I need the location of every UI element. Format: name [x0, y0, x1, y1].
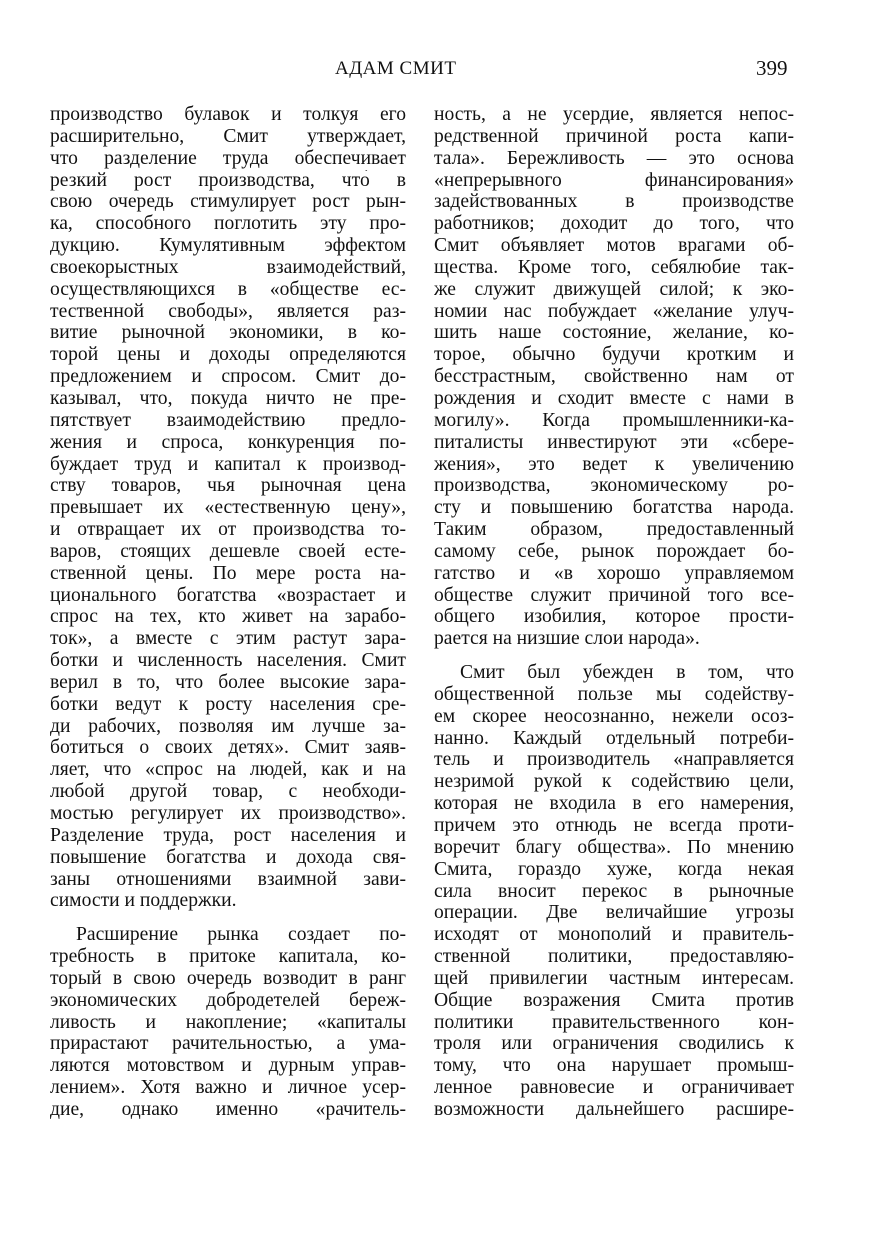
paragraph — [50, 104, 406, 912]
text-line: исходят от монополий и правитель- — [434, 924, 794, 946]
text-line: шить наше состояние, желание, ко- — [434, 322, 794, 344]
text-line: тому, что она нарушает промыш- — [434, 1055, 794, 1077]
paragraph — [434, 662, 794, 1121]
text-line: щества. Кроме того, себялюбие так- — [434, 256, 794, 278]
text-line: общего изобилия, которое прости- — [434, 606, 794, 628]
text-line: общественной пользе мы содейству- — [434, 683, 794, 705]
text-line: свою очередь стимулирует рост рын- — [50, 191, 406, 213]
text-line: ляет, что «спрос на людей, как и на — [50, 759, 406, 781]
text-line: операции. Две величайшие угрозы — [434, 902, 794, 924]
text-line: ность, а не усердие, является непос- — [434, 104, 794, 125]
text-line: ботки и численность населения. Смит — [50, 650, 406, 672]
text-line: буждает труд и капитал к производ- — [50, 453, 406, 475]
text-line: повышение богатства и дохода свя- — [50, 846, 406, 868]
text-line: ем скорее неосознанно, нежели осоз- — [434, 705, 794, 727]
text-line: задействованных в производстве — [434, 191, 794, 213]
right-column — [434, 104, 794, 1121]
text-line: ционального богатства «возрастает и — [50, 584, 406, 606]
text-line: осуществляющихся в «обществе ес- — [50, 278, 406, 300]
text-line: Расширение рынка создает по- — [76, 924, 406, 946]
text-line: что разделение труда обеспечивает — [50, 147, 406, 169]
text-line: расширительно, Смит утверждает, — [50, 125, 406, 147]
text-line: возможности дальнейшего расшире- — [434, 1098, 794, 1120]
text-line: ству товаров, чья рыночная цена — [50, 475, 406, 497]
text-line: гатство и «в хорошо управляемом — [434, 562, 794, 584]
text-line: которая не входила в его намерения, — [434, 793, 794, 815]
text-line: спрос на тех, кто живет на зарабо- — [50, 606, 406, 628]
text-line: превышает их «естественную цену», — [50, 497, 406, 519]
text-line: щей привилегии частным интересам. — [434, 967, 794, 989]
text-line: «непрерывного финансирования» — [434, 169, 794, 191]
text-line: же служит движущей силой; к эко- — [434, 278, 794, 300]
text-line: ди рабочих, позволяя им лучше за- — [50, 715, 406, 737]
text-line: Смит объявляет мотов врагами об- — [434, 235, 794, 257]
text-line: ленное равновесие и ограничивает — [434, 1077, 794, 1099]
text-line: незримой рукой к содействию цели, — [434, 771, 794, 793]
text-line: Общие возражения Смита против — [434, 989, 794, 1011]
text-line: лением». Хотя важно и личное усер- — [50, 1077, 406, 1099]
text-line: работников; доходит до того, что — [434, 213, 794, 235]
text-line: причем это отнюдь не всегда проти- — [434, 815, 794, 836]
text-line: политики правительственного кон- — [434, 1011, 794, 1033]
text-line: Таким образом, предоставленный — [434, 519, 794, 541]
text-line: торой цены и доходы определяются — [50, 344, 406, 366]
text-line: ка, способного поглотить эту про- — [50, 213, 406, 235]
text-line: самому себе, рынок порождает бо- — [434, 540, 794, 562]
running-title: АДАМ СМИТ — [335, 58, 457, 79]
text-line: любой другой товар, с необходи- — [50, 781, 406, 803]
text-line: производства, экономическому ро- — [434, 475, 794, 497]
text-line: предложением и спросом. Смит до- — [50, 366, 406, 388]
text-line: торое, обычно будучи кротким и — [434, 344, 794, 366]
text-line: сту и повышению богатства народа. — [434, 497, 794, 519]
text-line: троля или ограничения сводились к — [434, 1033, 794, 1055]
text-line: пятствует взаимодействию предло- — [50, 409, 406, 431]
text-line: Разделение труда, рост населения и — [50, 824, 406, 846]
text-line: рождения и сходит вместе с нами в — [434, 387, 794, 409]
text-line: симости и поддержки. — [50, 890, 237, 912]
text-line: рается на низшие слои народа». — [434, 628, 700, 650]
text-line: тественной свободы», является раз- — [50, 300, 406, 322]
text-line: дукцию. Кумулятивным эффектом — [50, 235, 406, 257]
text-line: могилу». Когда промышленники-ка- — [434, 409, 794, 431]
text-line: требность в притоке капитала, ко- — [50, 946, 406, 968]
text-line: витие рыночной экономики, в ко- — [50, 322, 406, 344]
text-line: торый в свою очередь возводит в ранг — [50, 967, 406, 989]
text-line: ток», а вместе с этим растут зара- — [50, 628, 406, 650]
text-line: ственной цены. По мере роста на- — [50, 562, 406, 584]
text-line: своекорыстных взаимодействий, — [50, 256, 406, 278]
text-line: ботки ведут к росту населения сре- — [50, 693, 406, 715]
text-line: ботиться о своих детях». Смит заяв- — [50, 737, 406, 759]
text-line: варов, стоящих дешевле своей есте- — [50, 540, 406, 562]
text-line: резкий рост производства, что́ в — [50, 169, 406, 191]
text-line: жения», это ведет к увеличению — [434, 453, 794, 475]
text-line: прирастают рачительностью, а ума- — [50, 1033, 406, 1055]
page-number: 399 — [756, 56, 788, 80]
text-line: тала». Бережливость — это основа — [434, 147, 794, 169]
text-line: казывал, что, покуда ничто не пре- — [50, 387, 406, 409]
text-line: заны отношениями взаимной зави- — [50, 868, 406, 890]
text-line: Смита, гораздо хуже, когда некая — [434, 858, 794, 880]
text-line: питалисты инвестируют эти «сбере- — [434, 431, 794, 453]
text-line: мостью регулирует их производство». — [50, 803, 406, 824]
text-line: ственной политики, предоставляю- — [434, 946, 794, 968]
text-line: сила вносит перекос в рыночные — [434, 880, 794, 902]
paragraph-gap — [434, 650, 794, 662]
text-line: редственной причиной роста капи- — [434, 125, 794, 147]
text-line: ливость и накопление; «капиталы — [50, 1011, 406, 1033]
text-line: бесстрастным, свойственно нам от — [434, 366, 794, 388]
left-column — [50, 104, 406, 1121]
text-line: Смит был убежден в том, что — [460, 662, 794, 684]
text-line: дие, однако именно «рачитель- — [50, 1098, 406, 1120]
text-line: верил в то, что более высокие зара- — [50, 671, 406, 693]
text-line: жения и спроса, конкуренция по- — [50, 431, 406, 453]
text-line: воречит благу общества». По мнению — [434, 836, 794, 858]
text-line: тель и производитель «направляется — [434, 749, 794, 771]
text-line: номии нас побуждает «желание улуч- — [434, 300, 794, 322]
text-line: и отвращает их от производства то- — [50, 519, 406, 541]
paragraph — [434, 104, 794, 650]
text-line: обществе служит причиной того все- — [434, 584, 794, 606]
text-line: ляются мотовством и дурным управ- — [50, 1055, 406, 1077]
paragraph — [50, 924, 406, 1121]
paragraph-gap — [50, 912, 406, 924]
text-line: производство булавок и толкуя его — [50, 104, 406, 125]
text-line: нанно. Каждый отдельный потреби- — [434, 727, 794, 749]
text-line: экономических добродетелей береж- — [50, 989, 406, 1011]
